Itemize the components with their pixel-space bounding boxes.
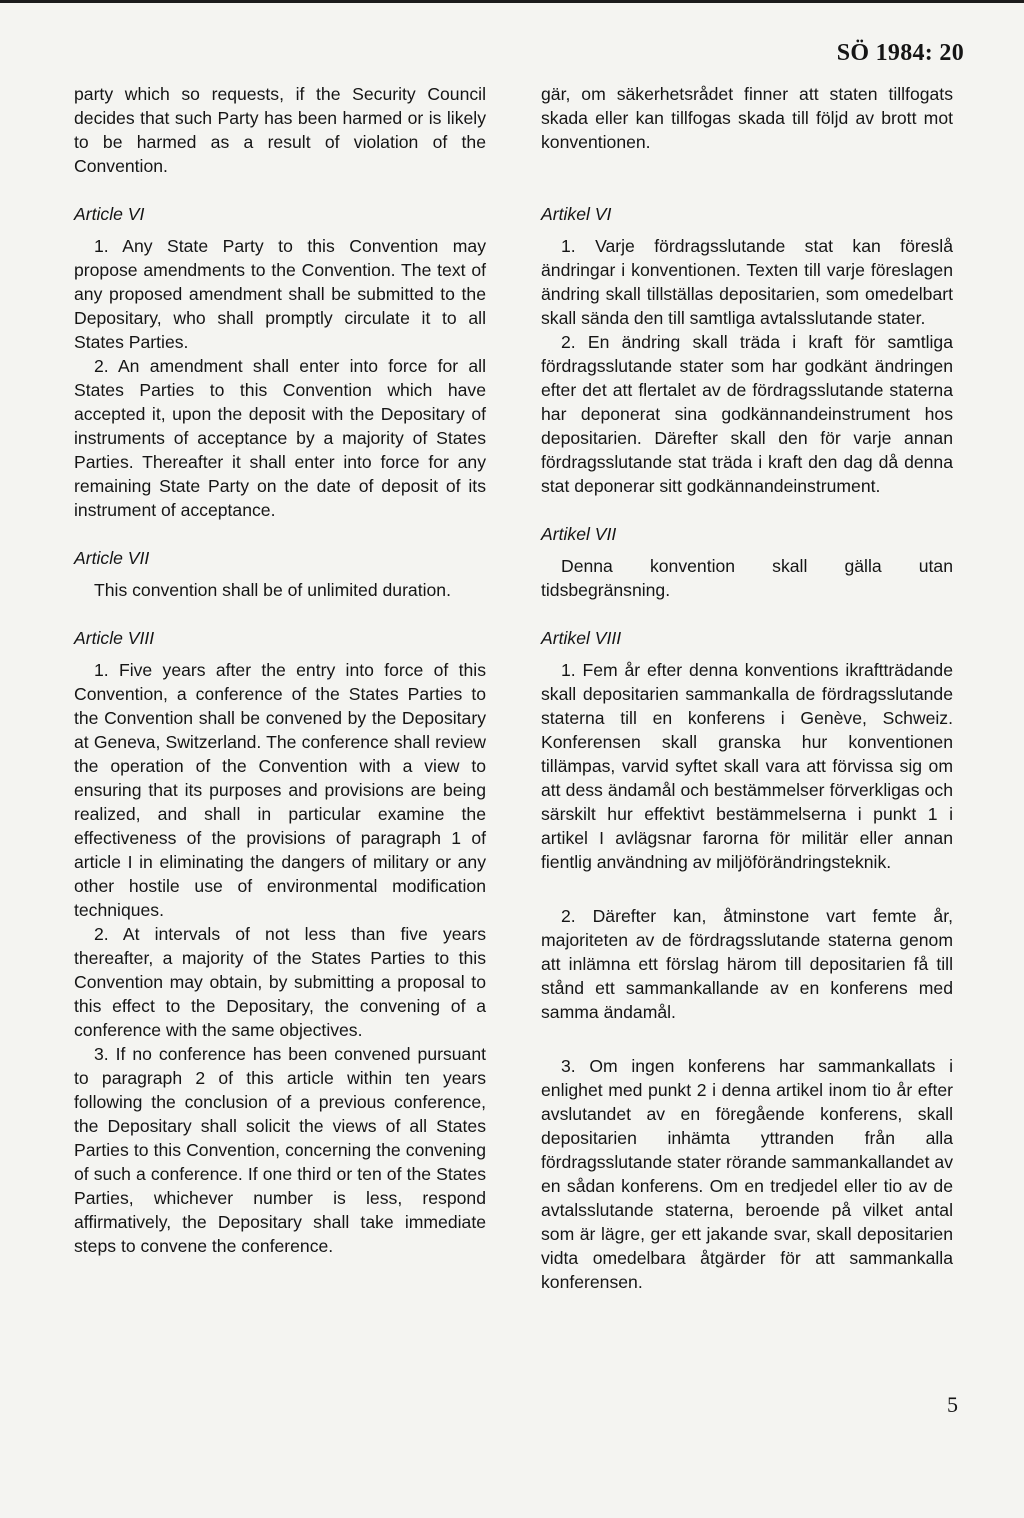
- english-article-viii-paragraph-3: 3. If no conference has been convened pursuant to paragraph 2 of this article within ten years following the conclusion of a previous conference, the Depositary shall solicit the views of all States Parties to this Convention, concerning the convening of such a conference. If one third or ten of the States Parties, whichever number is less, respond affirmatively, the Depositary shall take immediate steps to convene the conference.: [74, 1044, 486, 1256]
- english-article-vi-heading: Article VI: [74, 204, 145, 224]
- swedish-artikel-viii-heading: Artikel VIII: [541, 628, 622, 648]
- english-article-vi-paragraph-1: 1. Any State Party to this Convention may propose amendments to the Convention. The text of any proposed amendment shall be submitted to the Depositary, who shall promptly circulate it to all States Parties.: [74, 236, 486, 352]
- swedish-artikel-vi-heading: Artikel VI: [541, 204, 612, 224]
- english-article-vii-paragraph-1: This convention shall be of unlimited duration.: [94, 580, 451, 600]
- english-article-vi-paragraph-2: 2. An amendment shall enter into force for all States Parties to this Convention which have accepted it, upon the deposit with the Depositary of instruments of acceptance by a majority of States Parties. Thereafter it shall enter into force for any remaining State Party on the date of deposit of its instrument of acceptance.: [74, 356, 486, 520]
- english-column: [74, 82, 486, 1258]
- english-article-vii-heading: Article VII: [74, 548, 150, 568]
- swedish-artikel-vii-heading: Artikel VII: [541, 524, 617, 544]
- top-border-rule: [0, 0, 1024, 3]
- swedish-artikel-vii-paragraph-1: Denna konvention skall gälla utan tidsbegränsning.: [541, 556, 953, 600]
- swedish-intro-paragraph: gär, om säkerhetsrådet finner att staten tillfogats skada eller kan tillfogas skada till följd av brott mot konventionen.: [541, 84, 953, 152]
- document-reference: SÖ 1984: 20: [836, 40, 964, 66]
- swedish-artikel-vi-paragraph-2: 2. En ändring skall träda i kraft för samtliga fördragsslutande stater som har godkänt ändringen efter det att flertalet av de fördragsslutande staterna har deponerat sina godkännandeinstrument hos depositarien. Därefter skall den för varje annan fördragsslutande stat träda i kraft den dag då denna stat deponerar sitt godkännandeinstrument.: [541, 332, 953, 496]
- english-article-viii-heading: Article VIII: [74, 628, 155, 648]
- swedish-artikel-viii-paragraph-1: 1. Fem år efter denna konventions ikraftträdande skall depositarien sammankalla de fördragsslutande staterna till en konferens i Genève, Schweiz. Konferensen skall granska hur konventionen tillämpas, varvid syftet skall vara att förvissa sig om att dess ändamål och bestämmelser förverkligas och särskilt hur effektivt bestämmelserna i punkt 1 i artikel I avlägsnar farorna för militär eller annan fientlig användning av miljöförändringsteknik.: [541, 660, 953, 872]
- swedish-artikel-viii-paragraph-2: 2. Därefter kan, åtminstone vart femte år, majoriteten av de fördragsslutande staterna genom att inlämna ett förslag härom till depositarien få till stånd ett sammankallande av en konferens med samma ändamål.: [541, 906, 953, 1022]
- swedish-column: [541, 82, 953, 1294]
- page-number: 5: [947, 1392, 958, 1417]
- english-article-viii-paragraph-2: 2. At intervals of not less than five years thereafter, a majority of the States Parties to this Convention may obtain, by submitting a proposal to this effect to the Depositary, the convening of a conference with the same objectives.: [74, 924, 486, 1040]
- english-intro-paragraph: party which so requests, if the Security Council decides that such Party has been harmed or is likely to be harmed as a result of violation of the Convention.: [74, 84, 486, 176]
- swedish-artikel-vi-paragraph-1: 1. Varje fördragsslutande stat kan föreslå ändringar i konventionen. Texten till varje föreslagen ändring skall tillställas depositarien, som omedelbart skall sända den till samtliga avtalsslutande stater.: [541, 236, 953, 328]
- english-article-viii-paragraph-1: 1. Five years after the entry into force of this Convention, a conference of the States Parties to the Convention shall be convened by the Depositary at Geneva, Switzerland. The conference shall review the operation of the Convention with a view to ensuring that its purposes and provisions are being realized, and shall in particular examine the effectiveness of the provisions of paragraph 1 of article I in eliminating the dangers of military or any other hostile use of environmental modification techniques.: [74, 660, 486, 920]
- swedish-artikel-viii-paragraph-3: 3. Om ingen konferens har sammankallats i enlighet med punkt 2 i denna artikel inom tio år efter avslutandet av en föregående konferens, skall depositarien inhämta yttranden från alla fördragsslutande stater rörande sammankallandet av en sådan konferens. Om en tredjedel eller tio av de avtalsslutande staterna, beroende på vilket antal som är lägre, ger ett jakande svar, skall depositarien vidta omedelbara åtgärder för att sammankalla konferensen.: [541, 1056, 953, 1292]
